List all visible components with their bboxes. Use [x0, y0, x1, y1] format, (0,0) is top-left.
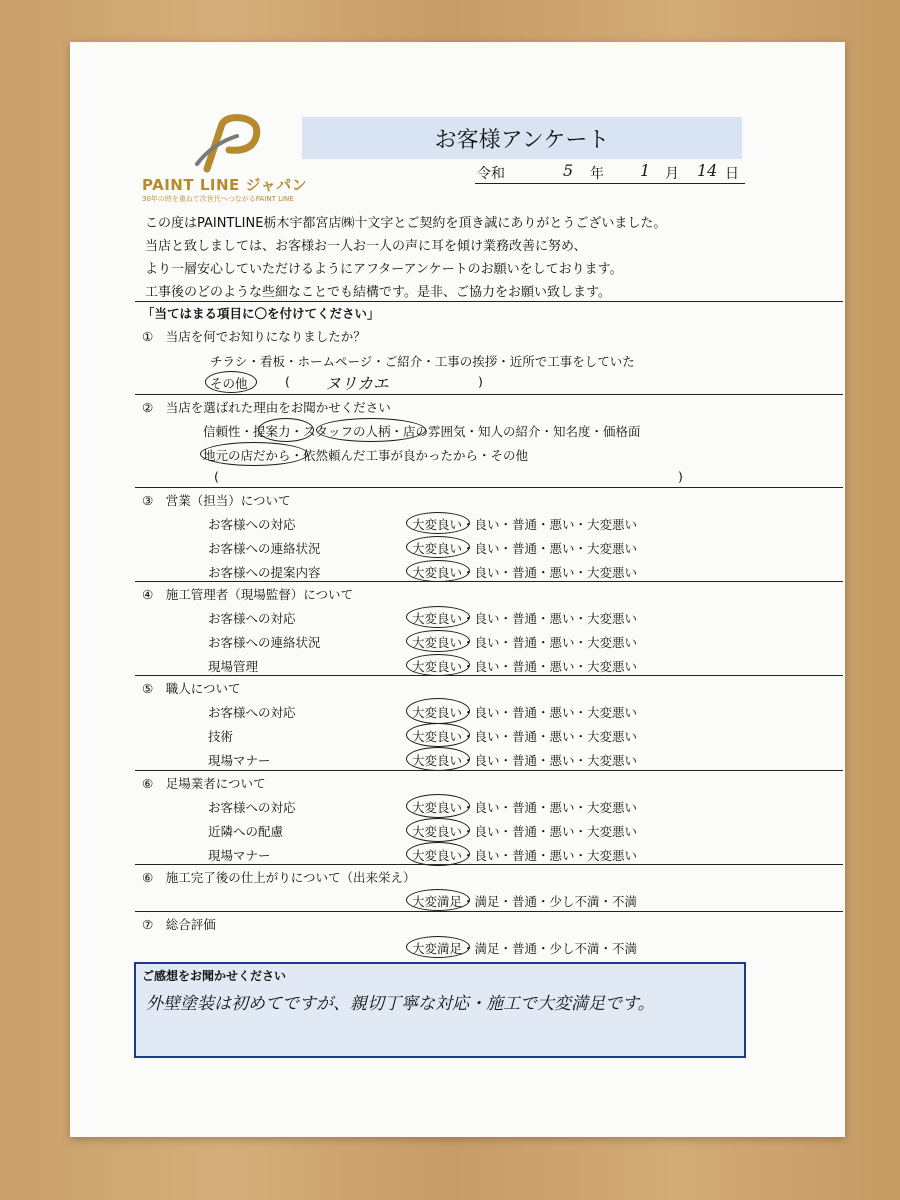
rating-scale: 大変良い・良い・普通・悪い・大変悪い — [412, 611, 638, 626]
section-title: ⑤ 職人について — [142, 681, 241, 696]
date-year: 5 — [563, 161, 574, 180]
date-row — [475, 161, 745, 184]
divider — [135, 487, 843, 488]
comment-box — [134, 962, 746, 1058]
rating-scale: 大変良い・良い・普通・悪い・大変悪い — [412, 705, 638, 720]
selection-circle — [205, 371, 257, 393]
divider — [135, 394, 843, 395]
selection-circle — [406, 630, 470, 652]
survey-sheet — [70, 42, 845, 1137]
rating-item-label: 技術 — [208, 729, 234, 744]
rating-item-label: お客様への提案内容 — [208, 565, 321, 580]
selection-circle — [258, 418, 314, 442]
divider — [135, 864, 843, 865]
q2-paren-close: ) — [678, 469, 683, 484]
divider — [135, 770, 843, 771]
q2-options-line2: 地元の店だから・依然頼んだ工事が良かったから・その他 — [203, 448, 529, 463]
rating-item-label: お客様への対応 — [208, 611, 296, 626]
selection-circle — [200, 442, 308, 466]
rating-item-label: 現場マナー — [208, 753, 271, 768]
intro-line: この度はPAINTLINE栃木宇都宮店㈱十文字とご契約を頂き誠にありがとうございました。 — [145, 216, 667, 231]
section-title: ③ 営業（担当）について — [142, 493, 291, 508]
q1-title: ① 当店を何でお知りになりましたか？ — [142, 329, 366, 344]
q1-other-open: ( — [285, 374, 290, 389]
selection-circle — [406, 936, 470, 958]
selection-circle — [406, 889, 470, 911]
q1-other-answer: ヌリカエ — [325, 374, 389, 393]
rating-item-label: 近隣への配慮 — [208, 824, 284, 839]
divider — [135, 675, 843, 676]
satisfaction-scale: 大変満足・満足・普通・少し不満・不満 — [412, 941, 638, 956]
finish-title: ⑥ 施工完了後の仕上がりについて（出来栄え） — [142, 870, 416, 885]
selection-circle — [406, 794, 470, 818]
logo-tagline: 30年の時を重ねて次世代へつながるPAINT LINE — [142, 195, 294, 203]
rating-item-label: お客様への対応 — [208, 517, 296, 532]
selection-circle — [406, 818, 470, 842]
logo-mark-icon — [187, 114, 267, 174]
q1-other-close: ) — [478, 374, 483, 389]
q2-options-line1: 信頼性・提案力・スタッフの人柄・店の雰囲気・知人の紹介・知名度・価格面 — [203, 424, 641, 439]
selection-circle — [406, 606, 470, 628]
comment-title: ご感想をお聞かせください — [142, 969, 287, 983]
intro-line: 工事後のどのような些細なことでも結構です。是非、ご協力をお願い致します。 — [145, 285, 611, 300]
rating-scale: 大変良い・良い・普通・悪い・大変悪い — [412, 517, 638, 532]
q1-other-label: その他 — [210, 376, 248, 391]
intro-text — [145, 212, 825, 304]
selection-circle — [406, 654, 470, 676]
rating-item-label: お客様への対応 — [208, 800, 296, 815]
selection-circle — [406, 536, 470, 558]
paint-line-logo — [142, 114, 312, 204]
divider — [135, 301, 843, 302]
q1-options: チラシ・看板・ホームページ・ご紹介・工事の挨拶・近所で工事をしていた — [210, 354, 635, 369]
logo-name: PAINT LINE ジャパン — [142, 176, 308, 194]
divider — [135, 581, 843, 582]
comment-text: 外壁塗装は初めてですが、親切丁寧な対応・施工で大変満足です。 — [146, 994, 655, 1014]
satisfaction-scale: 大変満足・満足・普通・少し不満・不満 — [412, 894, 638, 909]
rating-scale: 大変良い・良い・普通・悪い・大変悪い — [412, 729, 638, 744]
selection-circle — [406, 747, 470, 771]
rating-scale: 大変良い・良い・普通・悪い・大変悪い — [412, 565, 638, 580]
rating-scale: 大変良い・良い・普通・悪い・大変悪い — [412, 824, 638, 839]
overall-title: ⑦ 総合評価 — [142, 917, 216, 932]
section-title: ⑥ 足場業者について — [142, 776, 266, 791]
intro-line: より一層安心していただけるようにアフターアンケートのお願いをしております。 — [145, 262, 623, 277]
rating-item-label: お客様への連絡状況 — [208, 541, 321, 556]
rating-item-label: 現場マナー — [208, 848, 271, 863]
selection-circle — [406, 698, 470, 724]
intro-line: 当店と致しましては、お客様お一人お一人の声に耳を傾け業務改善に努め、 — [145, 239, 587, 254]
rating-scale: 大変良い・良い・普通・悪い・大変悪い — [412, 659, 638, 674]
date-year-unit: 年 — [590, 166, 604, 182]
date-day: 14 — [697, 161, 718, 180]
instruction-text: 「当てはまる項目に〇を付けてください」 — [142, 306, 380, 321]
date-month-unit: 月 — [665, 166, 679, 182]
selection-circle — [316, 418, 426, 442]
q2-paren-open: ( — [214, 469, 219, 484]
q2-title: ② 当店を選ばれた理由をお聞かせください — [142, 400, 391, 415]
rating-item-label: 現場管理 — [208, 659, 259, 674]
page-title: お客様アンケート — [302, 117, 742, 159]
rating-scale: 大変良い・良い・普通・悪い・大変悪い — [412, 848, 638, 863]
rating-item-label: お客様への対応 — [208, 705, 296, 720]
date-day-unit: 日 — [725, 166, 739, 182]
rating-item-label: お客様への連絡状況 — [208, 635, 321, 650]
selection-circle — [406, 723, 470, 747]
rating-scale: 大変良い・良い・普通・悪い・大変悪い — [412, 541, 638, 556]
selection-circle — [406, 842, 470, 866]
date-era: 令和 — [477, 166, 505, 182]
selection-circle — [406, 560, 470, 582]
section-title: ④ 施工管理者（現場監督）について — [142, 587, 353, 602]
date-month: 1 — [640, 161, 651, 180]
rating-scale: 大変良い・良い・普通・悪い・大変悪い — [412, 753, 638, 768]
selection-circle — [406, 512, 470, 534]
rating-scale: 大変良い・良い・普通・悪い・大変悪い — [412, 800, 638, 815]
divider — [135, 911, 843, 912]
rating-scale: 大変良い・良い・普通・悪い・大変悪い — [412, 635, 638, 650]
